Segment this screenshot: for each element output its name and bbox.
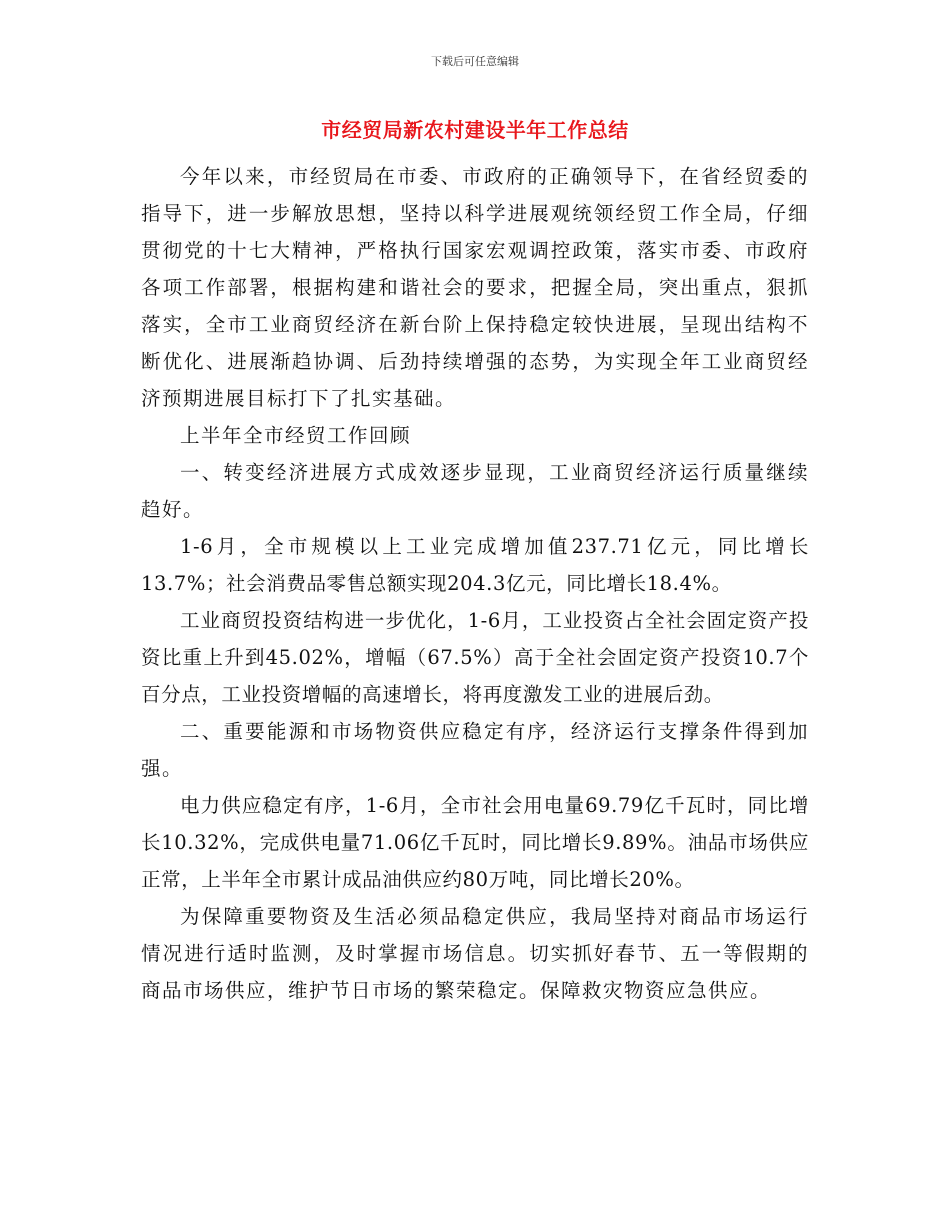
paragraph-industry-output: 1-6月，全市规模以上工业完成增加值237.71亿元，同比增长13.7%；社会消费品零售总额实现204.3亿元，同比增长18.4%。 [141,535,809,595]
paragraph-section-heading: 上半年全市经贸工作回顾 [180,424,412,447]
paragraph-heading-one: 一、转变经济进展方式成效逐步显现，工业商贸经济运行质量继续趋好。 [141,461,809,521]
paragraph-power-supply: 电力供应稳定有序，1-6月，全市社会用电量69.79亿千瓦时，同比增长10.32%，完成供电量71.06亿千瓦时，同比增长9.89%。油品市场供应正常，上半年全市累计成品油供应约80万吨，同比增长20%。 [141,794,809,891]
document-body [141,158,809,1009]
paragraph-investment: 工业商贸投资结构进一步优化，1-6月，工业投资占全社会固定资产投资比重上升到45.02%，增幅（67.5%）高于全社会固定资产投资10.7个百分点，工业投资增幅的高速增长，将再度激发工业的进展后劲。 [141,609,809,706]
paragraph-intro: 今年以来，市经贸局在市委、市政府的正确领导下，在省经贸委的指导下，进一步解放思想，坚持以科学进展观统领经贸工作全局，仔细贯彻党的十七大精神，严格执行国家宏观调控政策，落实市委、市政府各项工作部署，根据构建和谐社会的要求，把握全局，突出重点，狠抓落实，全市工业商贸经济在新台阶上保持稳定较快进展，呈现出结构不断优化、进展渐趋协调、后劲持续增强的态势，为实现全年工业商贸经济预期进展目标打下了扎实基础。 [141,165,809,410]
header-note: 下载后可任意编辑 [431,55,519,68]
document-title: 市经贸局新农村建设半年工作总结 [321,118,629,142]
paragraph-supply-guarantee: 为保障重要物资及生活必须品稳定供应，我局坚持对商品市场运行情况进行适时监测，及时掌握市场信息。切实抓好春节、五一等假期的商品市场供应，维护节日市场的繁荣稳定。保障救灾物资应急供应。 [141,905,809,1002]
paragraph-heading-two: 二、重要能源和市场物资供应稳定有序，经济运行支撑条件得到加强。 [141,720,809,780]
